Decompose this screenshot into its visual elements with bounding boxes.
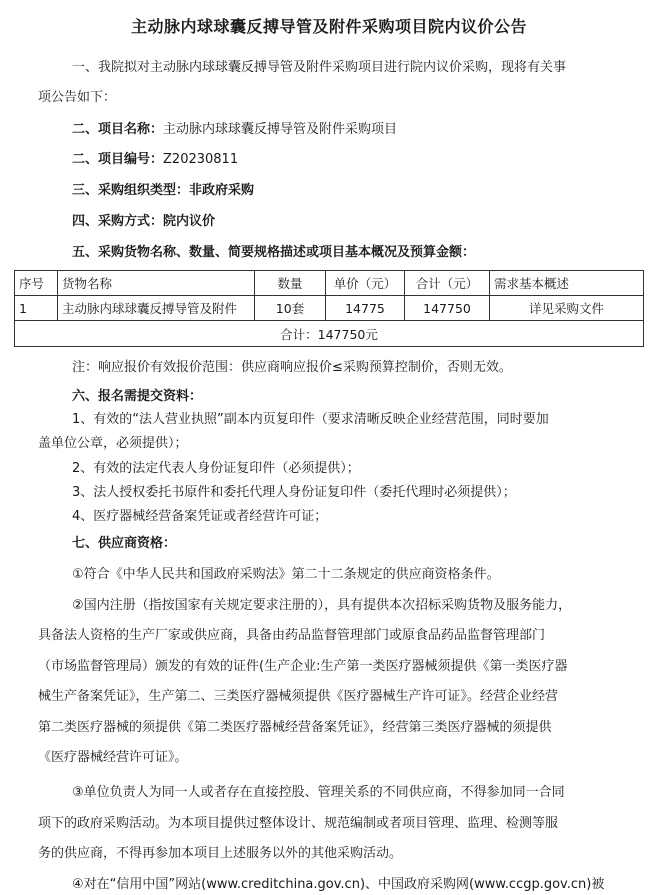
qualification-para-2-line: （市场监督管理局）颁发的有效的证件(生产企业:生产第一类医疗器械须提供《第一类医疗器 [38, 659, 568, 674]
qualification-para-3-line: 务的供应商，不得再参加本项目上述服务以外的其他采购活动。 [38, 846, 403, 861]
table-cell: 主动脉内球球囊反搏导管及附件 [58, 296, 255, 321]
qualification-para-2-line: 械生产备案凭证》，生产第二、三类医疗器械须提供《医疗器械生产许可证》。经营企业经营 [38, 689, 559, 704]
documents-heading: 六、报名需提交资料： [72, 389, 203, 404]
documents-item: 4、医疗器械经营备案凭证或者经营许可证； [72, 509, 328, 524]
qualification-para-4-line: ④对在“信用中国”网站(www.creditchina.gov.cn)、中国政府采购网(www.ccgp.gov.cn)被 [72, 877, 605, 892]
goods-table [14, 270, 644, 347]
table-row [15, 296, 644, 321]
qualification-para-3-line: 项下的政府采购活动。为本项目提供过整体设计、规范编制或者项目管理、监理、检测等服 [38, 816, 559, 831]
method-value: 院内议价 [163, 214, 216, 229]
org-type-row [72, 181, 254, 201]
project-number-label: 二、项目编号： [72, 152, 164, 167]
org-type-value: 非政府采购 [189, 183, 255, 198]
documents-item: 1、有效的“法人营业执照”副本内页复印件（要求清晰反映企业经营范围，同时要加 [72, 412, 549, 427]
documents-item: 2、有效的法定代表人身份证复印件（必须提供）； [72, 461, 360, 476]
qualification-para-1: ①符合《中华人民共和国政府采购法》第二十二条规定的供应商资格条件。 [72, 567, 500, 582]
project-number-row [72, 150, 238, 170]
qualification-para-2-line: 具备法人资格的生产厂家或供应商，具备由药品监督管理部门或原食品药品监督管理部门 [38, 628, 546, 643]
table-header-cell: 数量 [255, 271, 326, 296]
qualification-para-2-line: 《医疗器械经营许可证》。 [38, 750, 188, 765]
table-cell: 14775 [326, 296, 405, 321]
table-cell: 1 [15, 296, 58, 321]
intro-line-1: 一、我院拟对主动脉内球球囊反搏导管及附件采购项目进行院内议价采购，现将有关事 [72, 60, 567, 75]
table-header-cell: 序号 [15, 271, 58, 296]
documents-item: 3、法人授权委托书原件和委托代理人身份证复印件（委托代理时必须提供）； [72, 485, 516, 500]
qualification-heading: 七、供应商资格： [72, 536, 177, 551]
qualification-para-2-line: ②国内注册（指按国家有关规定要求注册的），具有提供本次招标采购货物及服务能力， [72, 598, 572, 613]
project-number-value: Z20230811 [163, 152, 239, 167]
table-cell: 147750 [405, 296, 490, 321]
documents-item: 盖单位公章，必须提供）； [38, 436, 188, 451]
table-header-cell: 货物名称 [58, 271, 255, 296]
method-label: 四、采购方式： [72, 214, 164, 229]
price-note: 注：响应报价有效报价范围：供应商响应报价≤采购预算控制价，否则无效。 [72, 360, 512, 375]
page-title: 主动脉内球球囊反搏导管及附件采购项目院内议价公告 [130, 17, 527, 36]
table-cell: 详见采购文件 [490, 296, 644, 321]
org-type-label: 三、采购组织类型： [72, 183, 190, 198]
table-header-cell: 合计（元） [405, 271, 490, 296]
table-header-cell: 需求基本概述 [490, 271, 644, 296]
table-cell: 10套 [255, 296, 326, 321]
qualification-para-3-line: ③单位负责人为同一人或者存在直接控股、管理关系的不同供应商，不得参加同一合同 [72, 785, 565, 800]
project-name-label: 二、项目名称： [72, 122, 164, 137]
goods-heading: 五、采购货物名称、数量、简要规格描述或项目基本概况及预算金额： [72, 245, 476, 260]
intro-line-2: 项公告如下： [38, 90, 117, 105]
table-header-cell: 单价（元） [326, 271, 405, 296]
project-name-value: 主动脉内球球囊反搏导管及附件采购项目 [163, 122, 398, 137]
table-total-row [15, 321, 644, 347]
table-total: 合计：147750元 [15, 321, 644, 347]
qualification-para-2-line: 第二类医疗器械的须提供《第二类医疗器械经营备案凭证》，经营第三类医疗器械的须提供 [38, 720, 552, 735]
method-row [72, 212, 215, 232]
table-header-row [15, 271, 644, 296]
project-name-row [72, 120, 397, 140]
